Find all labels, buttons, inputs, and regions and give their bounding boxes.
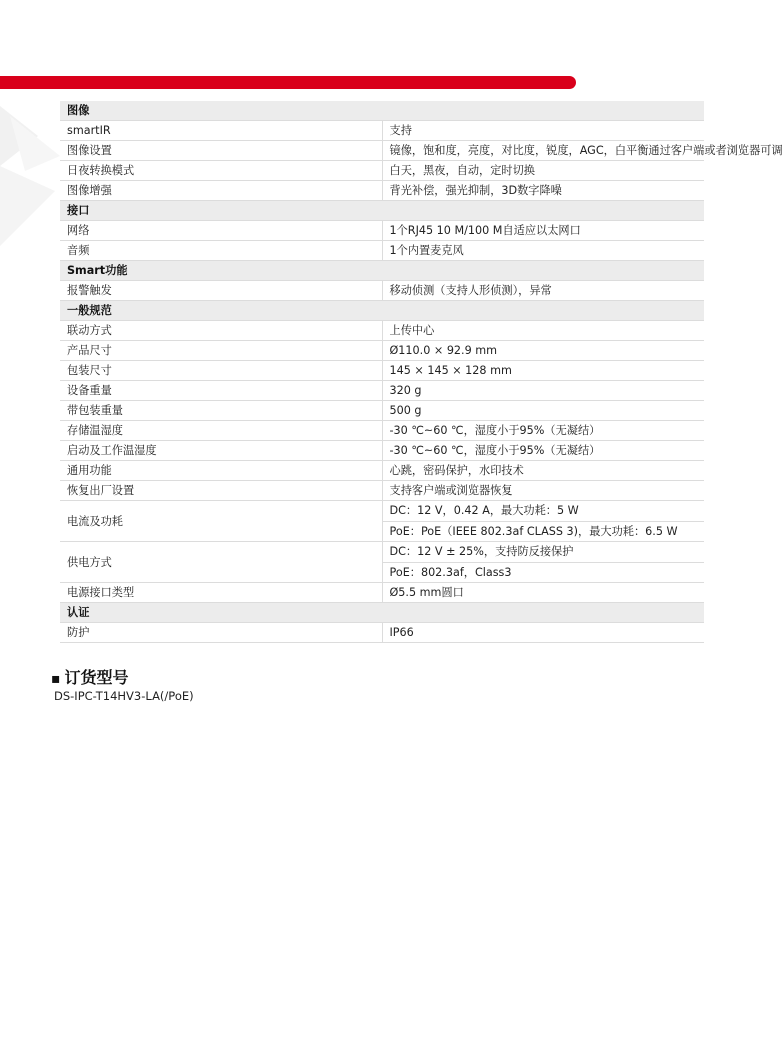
order-model-number: DS-IPC-T14HV3-LA(/PoE) bbox=[54, 689, 194, 703]
table-row bbox=[60, 321, 704, 341]
section-header-row bbox=[60, 201, 704, 221]
spec-label: 报警触发 bbox=[60, 281, 382, 301]
spec-label: 启动及工作温湿度 bbox=[60, 441, 382, 461]
table-row bbox=[60, 623, 704, 643]
spec-label: 图像设置 bbox=[60, 141, 382, 161]
spec-value-cell: 心跳，密码保护，水印技术 bbox=[382, 461, 704, 481]
spec-value-line: DC：12 V ± 25%，支持防反接保护 bbox=[389, 545, 574, 558]
table-row bbox=[60, 361, 704, 381]
spec-value-cell: 支持 bbox=[382, 121, 704, 141]
spec-label: smartIR bbox=[60, 121, 382, 141]
table-row bbox=[60, 241, 704, 261]
spec-value-cell: IP66 bbox=[382, 623, 704, 643]
section-title: 图像 bbox=[60, 101, 704, 121]
spec-label: 供电方式 bbox=[60, 542, 382, 583]
spec-value-line: PoE：PoE（IEEE 802.3af CLASS 3)，最大功耗：6.5 W bbox=[383, 521, 705, 542]
spec-value-cell: -30 ℃~60 ℃，湿度小于95%（无凝结） bbox=[382, 421, 704, 441]
spec-value-cell: 320 g bbox=[382, 381, 704, 401]
spec-label: 存储温湿度 bbox=[60, 421, 382, 441]
section-title: 一般规范 bbox=[60, 301, 704, 321]
spec-label: 图像增强 bbox=[60, 181, 382, 201]
spec-value-cell: -30 ℃~60 ℃，湿度小于95%（无凝结） bbox=[382, 441, 704, 461]
spec-value-cell bbox=[382, 542, 704, 583]
section-header-row bbox=[60, 603, 704, 623]
spec-table bbox=[60, 101, 783, 643]
table-row bbox=[60, 542, 704, 583]
table-row bbox=[60, 341, 704, 361]
table-row bbox=[60, 421, 704, 441]
spec-value-cell: 145 × 145 × 128 mm bbox=[382, 361, 704, 381]
table-row bbox=[60, 141, 704, 161]
spec-value-line: DC：12 V，0.42 A，最大功耗：5 W bbox=[389, 504, 579, 517]
spec-label: 产品尺寸 bbox=[60, 341, 382, 361]
table-row bbox=[60, 281, 704, 301]
order-section-title bbox=[51, 665, 129, 688]
spec-value-cell: 支持客户端或浏览器恢复 bbox=[382, 481, 704, 501]
spec-label: 联动方式 bbox=[60, 321, 382, 341]
spec-label: 带包装重量 bbox=[60, 401, 382, 421]
spec-label: 通用功能 bbox=[60, 461, 382, 481]
spec-label: 包装尺寸 bbox=[60, 361, 382, 381]
order-title-text: 订货型号 bbox=[64, 668, 129, 687]
spec-value-cell: 1个RJ45 10 M/100 M自适应以太网口 bbox=[382, 221, 704, 241]
spec-label: 日夜转换模式 bbox=[60, 161, 382, 181]
spec-value-cell: 500 g bbox=[382, 401, 704, 421]
table-row bbox=[60, 381, 704, 401]
table-row bbox=[60, 121, 704, 141]
section-title: 认证 bbox=[60, 603, 704, 623]
table-row bbox=[60, 501, 704, 542]
table-row bbox=[60, 161, 704, 181]
spec-label: 电流及功耗 bbox=[60, 501, 382, 542]
spec-table-body bbox=[60, 101, 783, 643]
section-header-row bbox=[60, 101, 704, 121]
spec-value-cell: 上传中心 bbox=[382, 321, 704, 341]
spec-value-cell bbox=[382, 501, 704, 542]
section-header-row bbox=[60, 261, 704, 281]
section-header-row bbox=[60, 301, 704, 321]
table-row bbox=[60, 441, 704, 461]
header-red-bar bbox=[0, 76, 576, 89]
table-row bbox=[60, 461, 704, 481]
spec-label: 音频 bbox=[60, 241, 382, 261]
spec-value-cell: Ø5.5 mm圆口 bbox=[382, 583, 704, 603]
bullet-icon: ▪ bbox=[51, 671, 61, 687]
table-row bbox=[60, 583, 704, 603]
spec-value-cell: Ø110.0 × 92.9 mm bbox=[382, 341, 704, 361]
spec-label: 防护 bbox=[60, 623, 382, 643]
spec-value-line: PoE：802.3af，Class3 bbox=[383, 562, 705, 583]
table-row bbox=[60, 481, 704, 501]
table-row bbox=[60, 401, 704, 421]
table-row bbox=[60, 221, 704, 241]
spec-label: 电源接口类型 bbox=[60, 583, 382, 603]
spec-label: 网络 bbox=[60, 221, 382, 241]
spec-label: 设备重量 bbox=[60, 381, 382, 401]
spec-value-cell: 移动侦测（支持人形侦测），异常 bbox=[382, 281, 704, 301]
section-title: Smart功能 bbox=[60, 261, 704, 281]
table-row bbox=[60, 181, 704, 201]
spec-value-cell: 白天，黑夜，自动，定时切换 bbox=[382, 161, 704, 181]
spec-value-cell: 镜像，饱和度，亮度，对比度，锐度，AGC，白平衡通过客户端或者浏览器可调 bbox=[382, 141, 704, 161]
spec-value-cell: 1个内置麦克风 bbox=[382, 241, 704, 261]
spec-value-cell: 背光补偿，强光抑制，3D数字降噪 bbox=[382, 181, 704, 201]
section-title: 接口 bbox=[60, 201, 704, 221]
spec-label: 恢复出厂设置 bbox=[60, 481, 382, 501]
